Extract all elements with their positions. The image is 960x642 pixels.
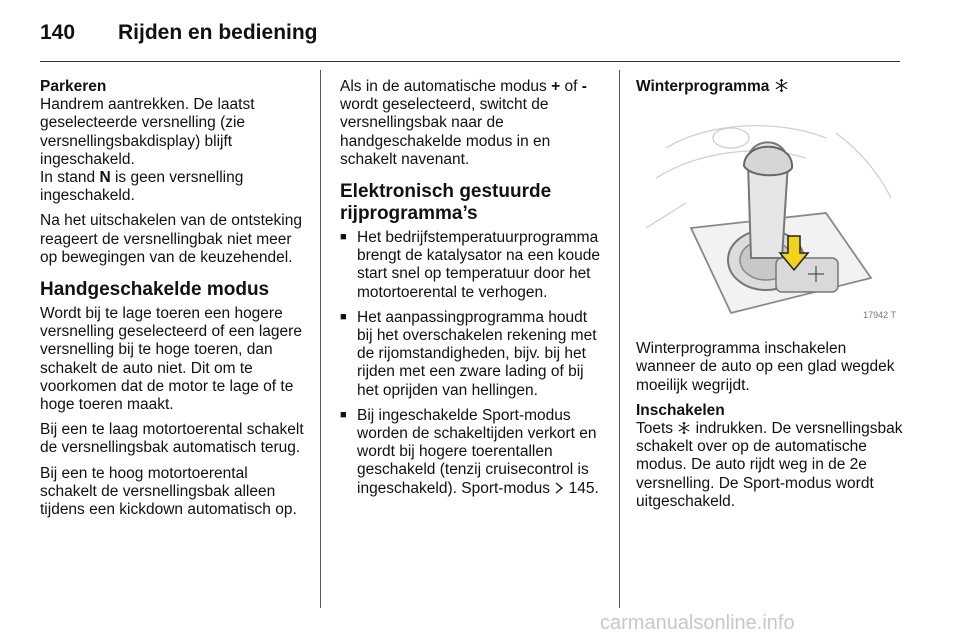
bullet-list [340,229,606,498]
page-number: 140 [40,21,76,44]
snowflake-icon [774,78,789,95]
image-code: 17942 T [863,310,896,320]
page-title: Rijden en bediening [118,21,318,44]
paragraph-handgeschakeld: Wordt bij te lage toeren een hogere versnelling geselecteerd of een lagere versnelling bij te hoge toeren, dan schakelt de auto niet. Dit om te voorkomen dat de motor te lage of te hoge toeren maakt. [40,305,302,414]
paragraph-kickdown: Bij een te hoog motortoerental schakelt de versnellingsbak alleen tijdens een kickdown automatisch op. [40,464,297,519]
snowflake-icon [677,420,691,437]
column-2 [340,78,606,505]
paragraph-ontsteking: Na het uitschakelen van de ontsteking reageert de versnellingbak niet meer op bewegingen van de keuzehendel. [40,212,302,266]
parkeren-text: Handrem aantrekken. De laatst geselecteerde versnelling (zie versnellingsbakdisplay) blijft ingeschakeld. In stand N is geen versnelling ingeschakeld. [40,96,255,205]
page-reference[interactable]: 145. [568,479,599,497]
heading-rijprogrammas: Elektronisch gestuurde rijprogramma’s [340,181,552,225]
paragraph-winter-inschakelen: Winterprogramma inschakelen wanneer de auto op een glad wegdek moeilijk wegrijdt. [636,340,895,394]
column-divider [619,70,620,608]
watermark: carmanualsonline.info [600,612,795,634]
gear-n: N [99,169,111,187]
page-ref-arrow-icon [554,480,564,497]
gear-selector-illustration [636,108,900,326]
list-item: ■ Bij ingeschakelde Sport-modus worden de schakeltijden verkort en wordt bij hogere toerentallen geschakeld (tenzij cruisecontrol is ingeschakeld). Sport-modus 145. [340,407,606,498]
header-rule [40,61,900,62]
paragraph-toets: Toets indrukken. De versnellingsbak schakelt over op de automatische modus. De auto rijdt weg in de 2e versnelling. De Sport-modus wordt uitgeschakeld. [636,420,903,510]
list-item: ■ Het bedrijfstemperatuurprogramma brengt de katalysator na een koude start snel op temperatuur door het motortoerental te verhogen. [340,229,606,302]
list-item: ■ Het aanpassingprogramma houdt bij het overschakelen rekening met de rijomstandigheden, bijv. bij het rijden met een zware lading of bij het oprijden van hellingen. [340,309,606,400]
heading-inschakelen: Inschakelen [636,401,725,419]
page-header [40,18,318,48]
column-divider [320,70,321,608]
heading-handgeschakelde-modus: Handgeschakelde modus [40,279,270,301]
paragraph-intro: Als in de automatische modus + of - wordt geselecteerd, switcht de versnellingsbak naar de handgeschakelde modus in en schakelt navenant. [340,78,587,168]
heading-winterprogramma: Winterprogramma [636,78,904,96]
column-3 [636,78,904,518]
column-1 [40,78,308,526]
heading-parkeren: Parkeren [40,78,107,95]
paragraph-terugschakelen: Bij een te laag motortoerental schakelt de versnellingsbak automatisch terug. [40,421,304,457]
